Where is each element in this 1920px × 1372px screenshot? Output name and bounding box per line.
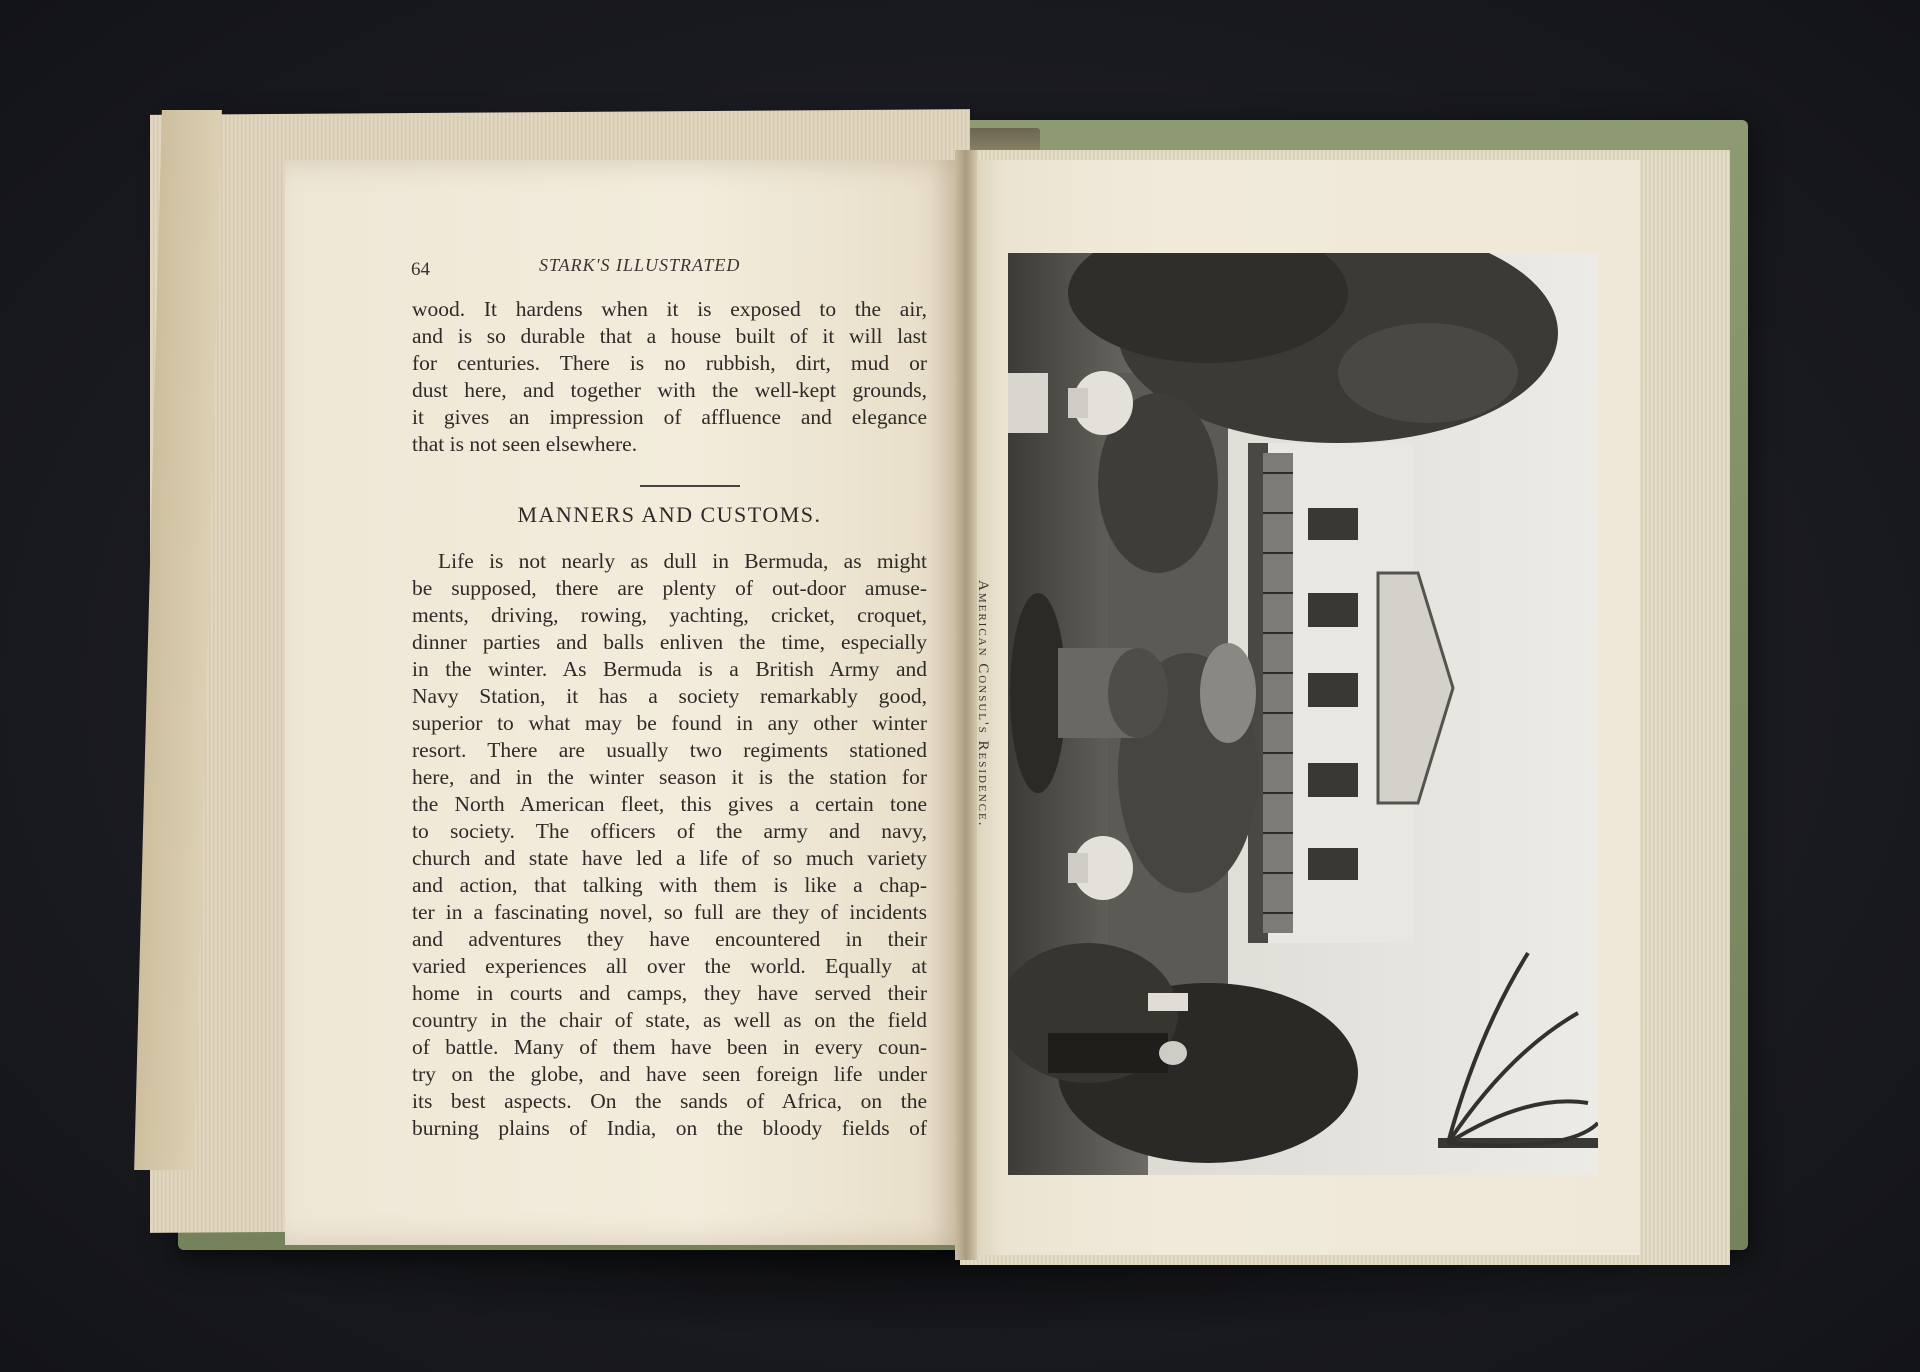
text-line: Life is not nearly as dull in Bermuda, as might [438, 549, 927, 573]
paragraph-manners [412, 548, 927, 1142]
text-line: burning plains of India, on the bloody fields of [412, 1116, 927, 1140]
paragraph-wood [412, 296, 927, 458]
text-line: ter in a fascinating novel, so full are they of incidents [412, 900, 927, 924]
text-line: superior to what may be found in any other winter [412, 711, 927, 735]
text-line: be supposed, there are plenty of out-door amuse- [412, 576, 927, 600]
text-line: that is not seen elsewhere. [412, 432, 638, 456]
text-line: the North American fleet, this gives a certain tone [412, 792, 927, 816]
text-line: wood. It hardens when it is exposed to the air, [412, 297, 927, 321]
running-head [411, 255, 931, 285]
photo-caption: American Consul's Residence. [975, 580, 991, 828]
text-line: its best aspects. On the sands of Africa, on the [412, 1089, 927, 1113]
text-line: dinner parties and balls enliven the time, especially [412, 630, 927, 654]
page-number: 64 [411, 259, 430, 280]
text-line: to society. The officers of the army and navy, [412, 819, 927, 843]
text-line: and is so durable that a house built of it will last [412, 324, 927, 348]
text-line: of battle. Many of them have been in every coun- [412, 1035, 927, 1059]
section-divider [640, 485, 740, 487]
running-title: STARK'S ILLUSTRATED [539, 255, 741, 275]
text-line: for centuries. There is no rubbish, dirt, mud or [412, 351, 927, 375]
text-line: country in the chair of state, as well as on the field [412, 1008, 927, 1032]
text-line: resort. There are usually two regiments stationed [412, 738, 927, 762]
text-line: dust here, and together with the well-kept grounds, [412, 378, 927, 402]
text-line: it gives an impression of affluence and elegance [412, 405, 927, 429]
section-heading: MANNERS AND CUSTOMS. [517, 502, 822, 527]
text-line: try on the globe, and have seen foreign life under [412, 1062, 927, 1086]
text-line: varied experiences all over the world. Equally at [412, 954, 927, 978]
text-line: in the winter. As Bermuda is a British Army and [412, 657, 927, 681]
text-line: home in courts and camps, they have served their [412, 981, 927, 1005]
text-line: church and state have led a life of so much variety [412, 846, 927, 870]
text-line: and adventures they have encountered in their [412, 927, 927, 951]
photograph-consul-residence [1008, 253, 1598, 1175]
text-line: ments, driving, rowing, yachting, cricket, croquet, [412, 603, 927, 627]
text-line: here, and in the winter season it is the station for [412, 765, 927, 789]
text-line: Navy Station, it has a society remarkably good, [412, 684, 927, 708]
text-line: and action, that talking with them is like a chap- [412, 873, 927, 897]
residence-photo-illustration [1008, 253, 1598, 1175]
